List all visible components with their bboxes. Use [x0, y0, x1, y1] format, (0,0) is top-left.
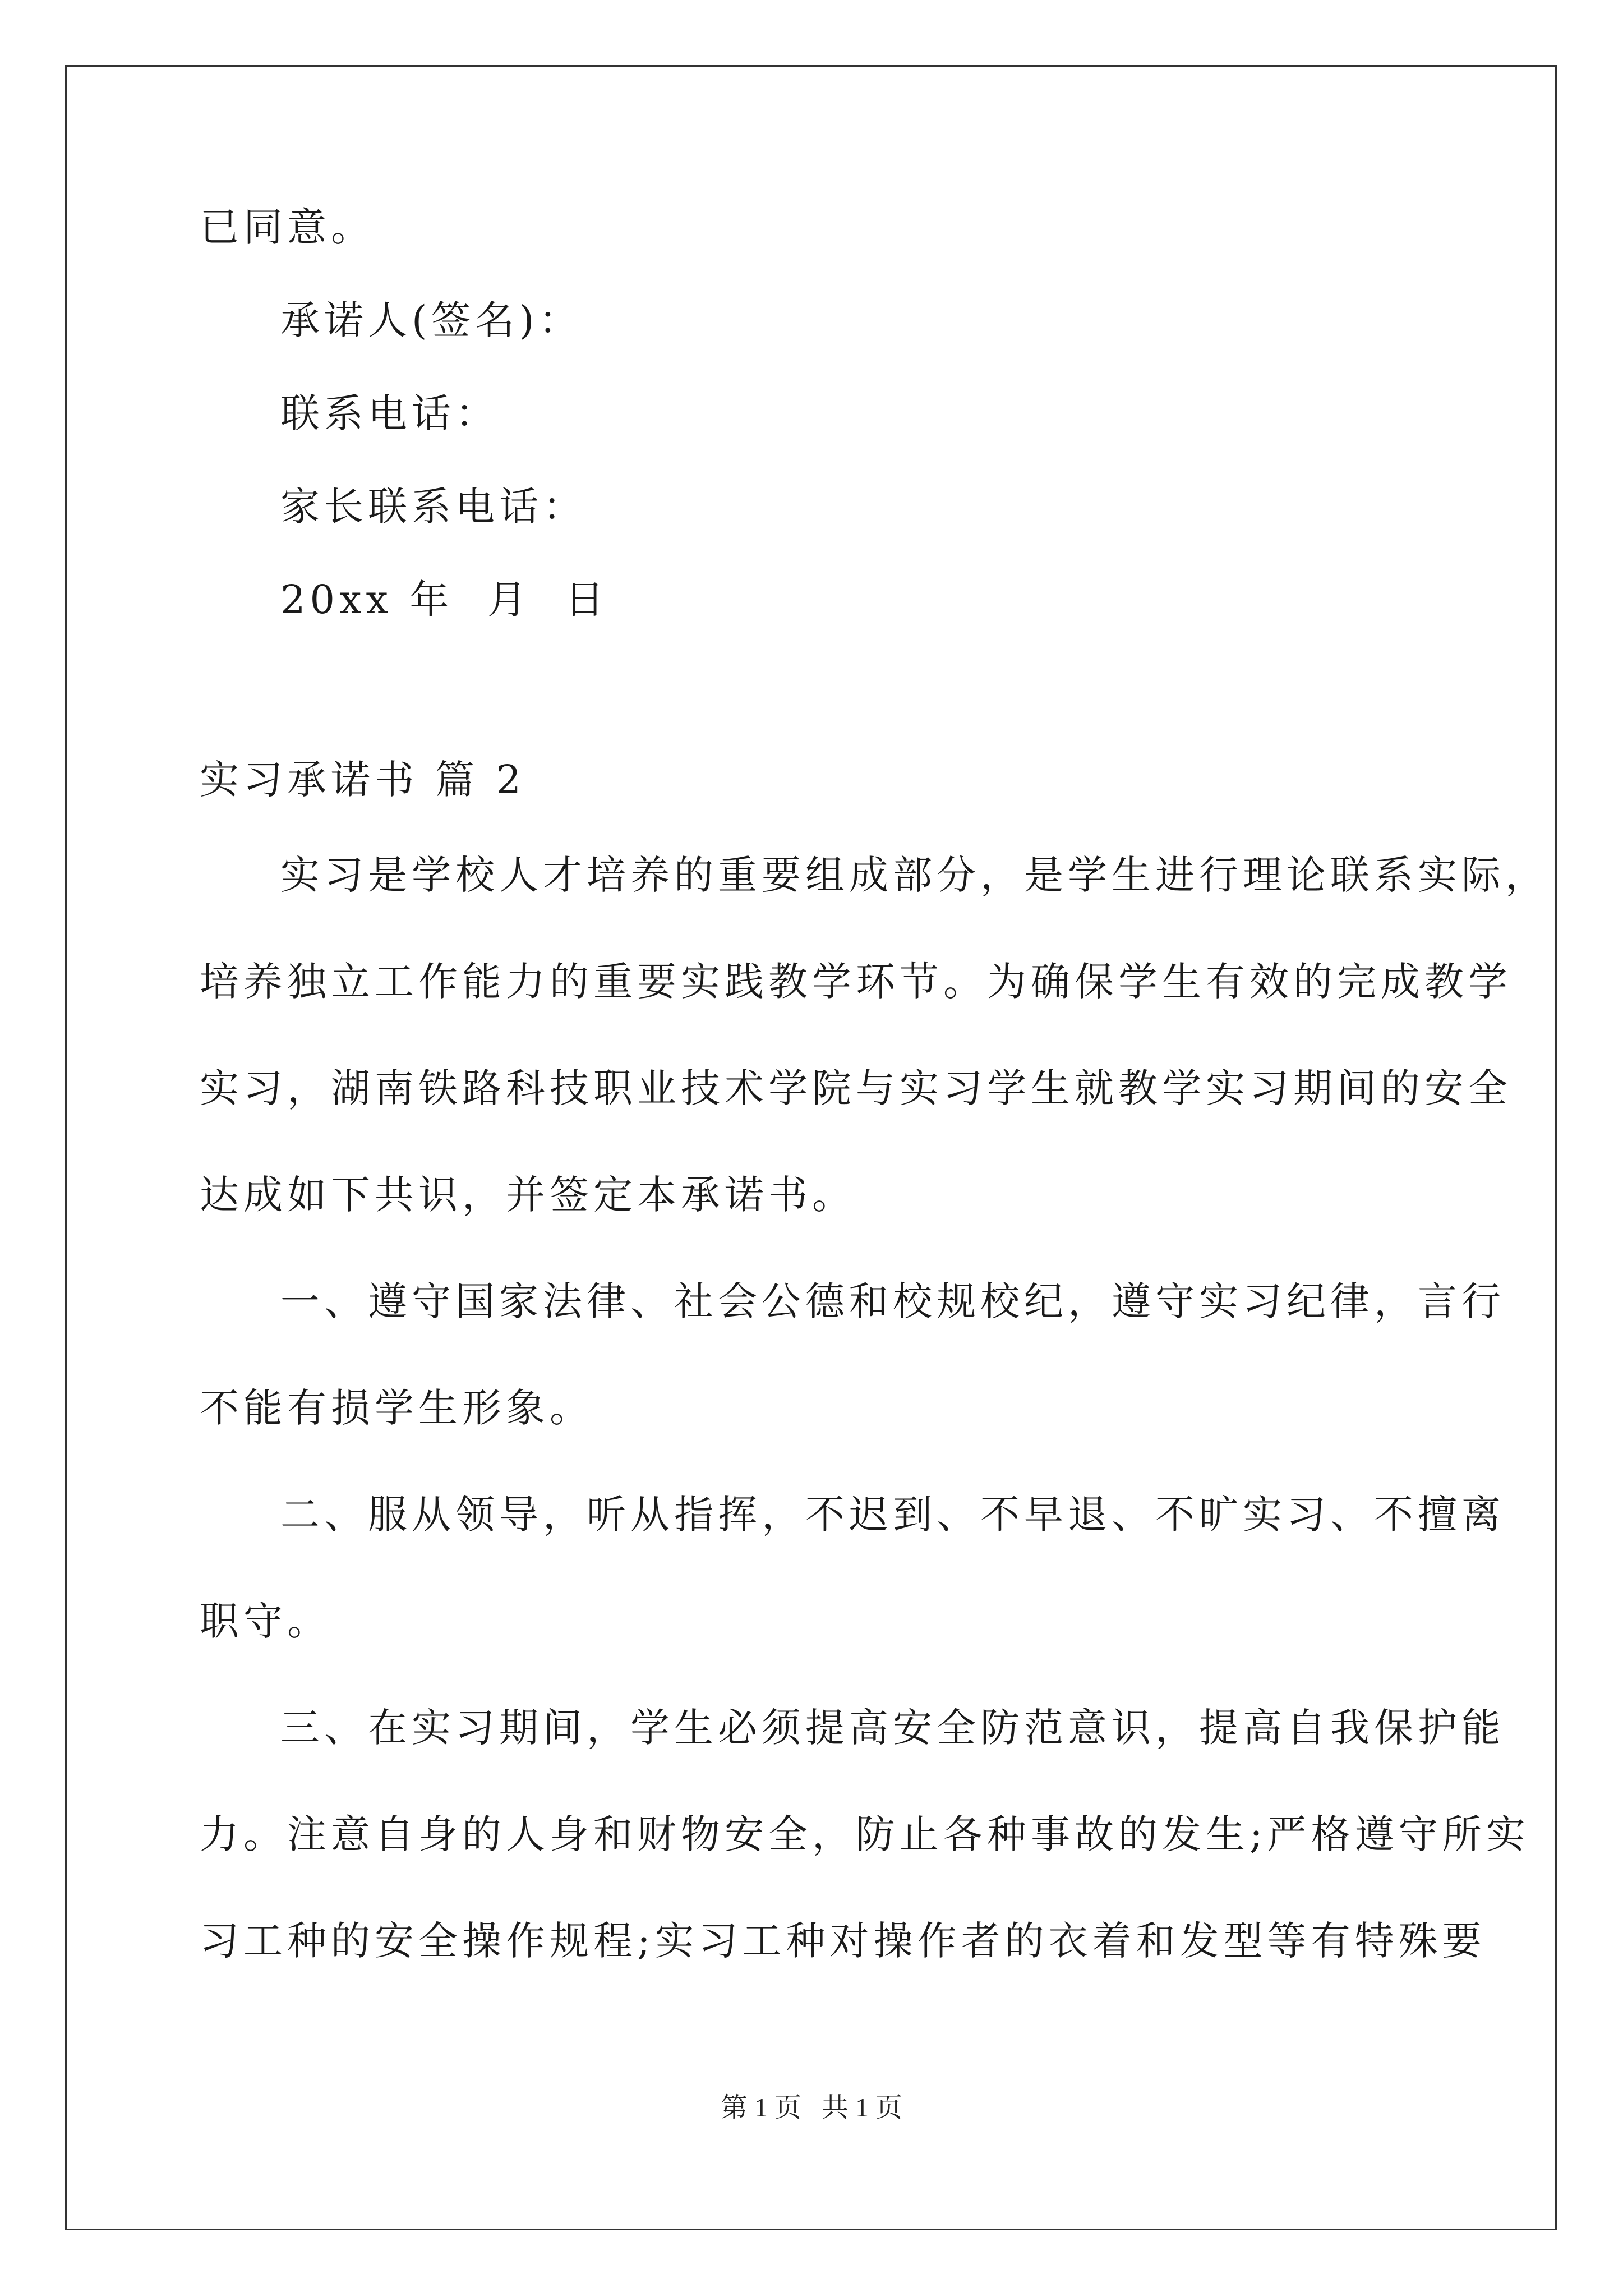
text-line: 职守。: [200, 1598, 331, 1644]
text-line: 力。注意自身的人身和财物安全，防止各种事故的发生;严格遵守所实: [200, 1811, 1530, 1857]
section-heading: 实习承诺书 篇 2: [200, 757, 526, 803]
date-line: 20xx 年 月 日: [280, 577, 609, 623]
text-line: 一、遵守国家法律、社会公德和校规校纪，遵守实习纪律，言行: [280, 1278, 1505, 1324]
text-line: 已同意。: [200, 204, 375, 250]
text-line: 实习是学校人才培养的重要组成部分，是学生进行理论联系实际，: [280, 852, 1549, 898]
text-line: 三、在实习期间，学生必须提高安全防范意识，提高自我保护能: [280, 1705, 1505, 1751]
text-line: 二、服从领导，听从指挥，不迟到、不早退、不旷实习、不擅离: [280, 1492, 1505, 1538]
text-line: 达成如下共识，并签定本承诺书。: [200, 1172, 856, 1218]
signature-label: 承诺人(签名)：: [280, 297, 583, 343]
page-number-footer: 第 1 页 共 1 页: [720, 2093, 902, 2123]
text-line: 不能有损学生形象。: [200, 1385, 593, 1431]
text-line: 实习，湖南铁路科技职业技术学院与实习学生就教学实习期间的安全: [200, 1065, 1512, 1111]
parent-phone-label: 家长联系电话：: [280, 484, 587, 530]
text-line: 培养独立工作能力的重要实践教学环节。为确保学生有效的完成教学: [200, 959, 1512, 1005]
phone-label: 联系电话：: [280, 390, 499, 436]
text-line: 习工种的安全操作规程;实习工种对操作者的衣着和发型等有特殊要: [200, 1918, 1486, 1964]
